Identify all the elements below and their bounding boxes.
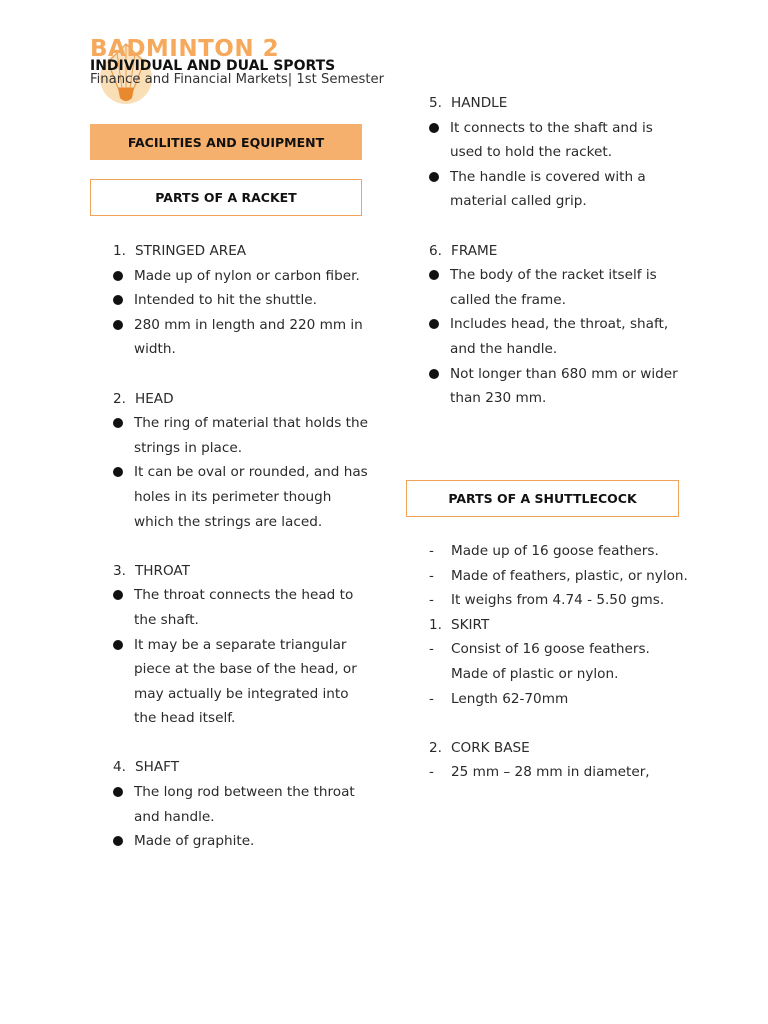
racket-part-handle — [429, 91, 689, 214]
part-name: SKIRT — [451, 616, 490, 633]
bullet-icon — [429, 123, 439, 133]
dash-item: - It weighs from 4.74 - 5.50 gms. — [429, 592, 665, 609]
bullet-item: Made up of nylon or carbon fiber. — [113, 264, 373, 289]
document-subtitle: INDIVIDUAL AND DUAL SPORTS — [90, 58, 336, 74]
part-number: 2. — [113, 390, 126, 407]
bullet-icon — [113, 590, 123, 600]
bullet-item: Made of graphite. — [113, 829, 373, 854]
racket-part-throat — [113, 559, 373, 731]
bullet-item: Not longer than 680 mm or wider than 230 mm. — [429, 362, 689, 411]
shuttle-heading: PARTS OF A SHUTTLECOCK — [448, 491, 637, 506]
part-name: HEAD — [135, 390, 174, 407]
facilities-heading-box — [90, 124, 362, 160]
bullet-item: Intended to hit the shuttle. — [113, 288, 373, 313]
dash-item: - Made up of 16 goose feathers. — [429, 543, 659, 559]
dash-item: - Consist of 16 goose feathers. Made of plastic or nylon. — [429, 641, 650, 682]
dash-item: - 25 mm – 28 mm in diameter, — [429, 764, 650, 781]
part-number: 2. — [429, 739, 442, 756]
facilities-heading: FACILITIES AND EQUIPMENT — [127, 134, 325, 150]
racket-part-stringed-area — [113, 239, 373, 362]
bullet-item: It may be a separate triangular piece at the base of the head, or may actually be integrated into the head itself. — [113, 633, 373, 731]
bullet-item: The body of the racket itself is called the frame. — [429, 263, 689, 312]
part-number: 6. — [429, 242, 442, 259]
right-column-bottom — [429, 539, 689, 810]
bullet-item: The handle is covered with a material called grip. — [429, 165, 689, 214]
shuttle-heading-box — [406, 480, 679, 517]
part-name: CORK BASE — [451, 739, 530, 756]
bullet-icon — [429, 319, 439, 329]
right-column-top — [429, 91, 689, 435]
bullet-icon — [429, 172, 439, 182]
bullet-item: The ring of material that holds the strings in place. — [113, 411, 373, 460]
racket-part-shaft — [113, 755, 373, 853]
part-name: THROAT — [135, 562, 190, 579]
dash-item: - Made of feathers, plastic, or nylon. — [429, 567, 688, 584]
racket-heading-box — [90, 179, 362, 216]
bullet-icon — [113, 787, 123, 797]
bullet-icon — [113, 320, 123, 330]
racket-part-frame — [429, 239, 689, 411]
bullet-icon — [429, 270, 439, 280]
shuttle-part-skirt — [429, 613, 689, 711]
dash-item: - Length 62-70mm — [429, 690, 569, 707]
racket-part-head — [113, 387, 373, 535]
part-number: 4. — [113, 759, 126, 776]
bullet-icon — [113, 295, 123, 305]
bullet-icon — [113, 418, 123, 428]
bullet-icon — [113, 640, 123, 650]
bullet-item: It can be oval or rounded, and has holes in its perimeter though which the strings are laced. — [113, 460, 373, 534]
left-column — [113, 239, 373, 878]
course-line: Finance and Financial Markets| 1st Semester — [90, 72, 385, 87]
bullet-item: It connects to the shaft and is used to hold the racket. — [429, 116, 689, 165]
shuttle-intro-list — [429, 539, 689, 613]
bullet-item: 280 mm in length and 220 mm in width. — [113, 313, 373, 362]
bullet-item: The throat connects the head to the shaft. — [113, 583, 373, 632]
part-number: 1. — [429, 616, 442, 633]
part-name: SHAFT — [135, 759, 180, 776]
part-number: 5. — [429, 95, 442, 111]
racket-heading: PARTS OF A RACKET — [155, 190, 297, 205]
document-title: BADMINTON 2 — [90, 36, 280, 62]
bullet-item: The long rod between the throat and handle. — [113, 780, 373, 829]
part-name: HANDLE — [451, 95, 508, 111]
bullet-icon — [113, 467, 123, 477]
bullet-icon — [113, 271, 123, 281]
part-number: 1. — [113, 243, 126, 259]
bullet-item: Includes head, the throat, shaft, and the handle. — [429, 312, 689, 361]
part-name: STRINGED AREA — [135, 243, 247, 259]
shuttle-part-cork-base — [429, 736, 689, 785]
part-number: 3. — [113, 562, 126, 579]
bullet-icon — [429, 369, 439, 379]
bullet-icon — [113, 836, 123, 846]
part-name: FRAME — [451, 242, 498, 259]
